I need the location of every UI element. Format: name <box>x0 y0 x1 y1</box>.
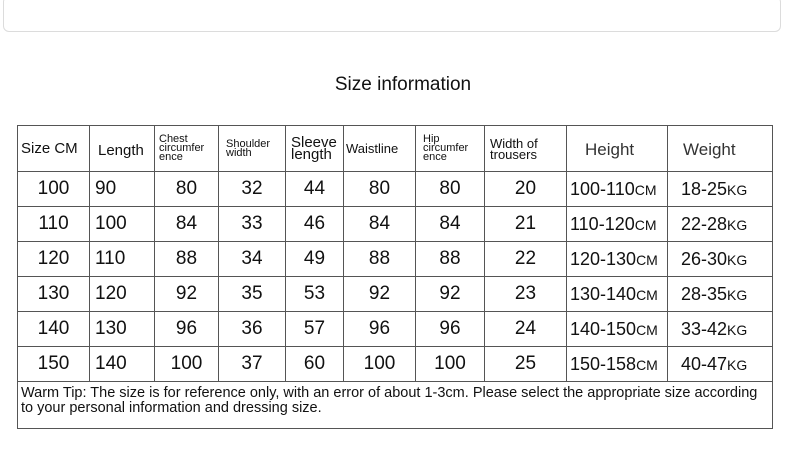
cell-length: 100 <box>90 207 155 242</box>
cell-shoulder: 35 <box>219 277 286 312</box>
header-size: Size CM <box>18 126 90 172</box>
cell-weight: 26-30KG <box>668 242 773 277</box>
cell-height: 130-140CM <box>567 277 668 312</box>
cell-chest: 88 <box>155 242 219 277</box>
cell-length: 140 <box>90 347 155 382</box>
cell-waist: 92 <box>344 277 416 312</box>
cell-trousers: 24 <box>485 312 567 347</box>
cell-hip: 80 <box>416 172 485 207</box>
cell-size: 100 <box>18 172 90 207</box>
header-shoulder: Shoulder width <box>219 126 286 172</box>
cell-height: 120-130CM <box>567 242 668 277</box>
cell-size: 150 <box>18 347 90 382</box>
table-row <box>18 312 773 347</box>
header-length: Length <box>90 126 155 172</box>
cell-size: 110 <box>18 207 90 242</box>
cell-height: 140-150CM <box>567 312 668 347</box>
header-hip: Hip circumfer ence <box>416 126 485 172</box>
cell-size: 120 <box>18 242 90 277</box>
cell-trousers: 21 <box>485 207 567 242</box>
note-row <box>18 382 773 429</box>
cell-chest: 96 <box>155 312 219 347</box>
cell-shoulder: 36 <box>219 312 286 347</box>
table-row <box>18 347 773 382</box>
cell-height: 110-120CM <box>567 207 668 242</box>
header-height: Height <box>567 126 668 172</box>
warm-tip-note: Warm Tip: The size is for reference only, with an error of about 1-3cm. Please select the appropriate size according to your personal information and dressing size. <box>18 382 773 429</box>
cell-height: 150-158CM <box>567 347 668 382</box>
cell-size: 140 <box>18 312 90 347</box>
cell-sleeve: 49 <box>286 242 344 277</box>
header-weight: Weight <box>668 126 773 172</box>
cell-length: 90 <box>90 172 155 207</box>
header-waist: Waistline <box>344 126 416 172</box>
cell-shoulder: 34 <box>219 242 286 277</box>
cell-size: 130 <box>18 277 90 312</box>
cell-trousers: 22 <box>485 242 567 277</box>
cell-hip: 88 <box>416 242 485 277</box>
cell-length: 130 <box>90 312 155 347</box>
table-row <box>18 172 773 207</box>
cell-sleeve: 53 <box>286 277 344 312</box>
table-row <box>18 207 773 242</box>
cell-waist: 100 <box>344 347 416 382</box>
header-sleeve: Sleeve length <box>286 126 344 172</box>
cell-chest: 84 <box>155 207 219 242</box>
cell-weight: 40-47KG <box>668 347 773 382</box>
cell-hip: 84 <box>416 207 485 242</box>
cell-waist: 96 <box>344 312 416 347</box>
top-frame <box>3 0 781 32</box>
cell-weight: 33-42KG <box>668 312 773 347</box>
cell-shoulder: 32 <box>219 172 286 207</box>
header-row <box>18 126 773 172</box>
cell-trousers: 20 <box>485 172 567 207</box>
header-chest: Chest circumfer ence <box>155 126 219 172</box>
cell-sleeve: 57 <box>286 312 344 347</box>
page-title: Size information <box>334 74 472 95</box>
cell-waist: 88 <box>344 242 416 277</box>
cell-hip: 92 <box>416 277 485 312</box>
cell-hip: 96 <box>416 312 485 347</box>
cell-trousers: 23 <box>485 277 567 312</box>
size-table <box>17 125 773 429</box>
table-row <box>18 242 773 277</box>
cell-chest: 100 <box>155 347 219 382</box>
cell-shoulder: 33 <box>219 207 286 242</box>
cell-hip: 100 <box>416 347 485 382</box>
cell-chest: 80 <box>155 172 219 207</box>
cell-shoulder: 37 <box>219 347 286 382</box>
cell-height: 100-110CM <box>567 172 668 207</box>
cell-weight: 18-25KG <box>668 172 773 207</box>
table-row <box>18 277 773 312</box>
header-trousers: Width of trousers <box>485 126 567 172</box>
cell-weight: 28-35KG <box>668 277 773 312</box>
cell-sleeve: 60 <box>286 347 344 382</box>
cell-waist: 84 <box>344 207 416 242</box>
cell-length: 120 <box>90 277 155 312</box>
cell-sleeve: 46 <box>286 207 344 242</box>
cell-trousers: 25 <box>485 347 567 382</box>
cell-weight: 22-28KG <box>668 207 773 242</box>
cell-waist: 80 <box>344 172 416 207</box>
cell-length: 110 <box>90 242 155 277</box>
cell-chest: 92 <box>155 277 219 312</box>
cell-sleeve: 44 <box>286 172 344 207</box>
